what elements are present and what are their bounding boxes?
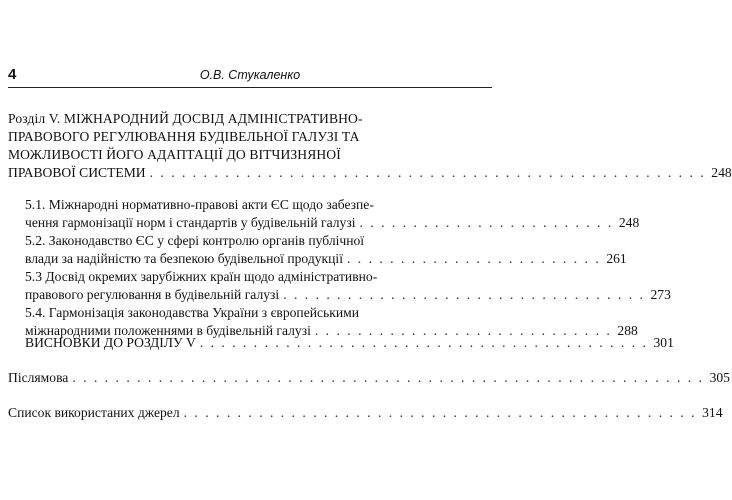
toc-entry-last-line bbox=[8, 404, 723, 422]
page-number: 4 bbox=[8, 66, 17, 83]
toc-entry-title-line: чення гармонізації норм і стандартів у будівельній галузі bbox=[25, 215, 356, 230]
toc-entry-title-line: 5.4. Гармонізація законодавства України з європейськими bbox=[25, 305, 359, 320]
dot-leader: . . . . . . . . . . . . . . . . . . . . . . . . . . . . . . . . . . . . . . . . . . . . . . . . . . . . bbox=[149, 165, 706, 180]
toc-entry-title-line: Список використаних джерел bbox=[8, 405, 180, 420]
toc-entry-title-line: ПРАВОВОГО РЕГУЛЮВАННЯ БУДІВЕЛЬНОЇ ГАЛУЗІ ТА bbox=[8, 129, 360, 144]
toc-entry-title-line: влади за надійністю та безпекою будівельної продукції bbox=[25, 251, 343, 266]
toc-page-number: 314 bbox=[702, 405, 723, 420]
toc-page-number: 305 bbox=[709, 370, 730, 385]
toc-entry-title-line: 5.3 Досвід окремих зарубіжних країн щодо адміністративно- bbox=[25, 269, 378, 284]
toc-entry-last-line bbox=[8, 164, 732, 182]
toc-entry-5-2 bbox=[25, 232, 627, 268]
toc-entry-last-line bbox=[25, 250, 627, 268]
dot-leader: . . . . . . . . . . . . . . . . . . . . . . . . bbox=[346, 251, 601, 266]
toc-entry-title-line: 5.2. Законодавство ЄС у сфері контролю органів публічної bbox=[25, 233, 365, 248]
toc-entry-title-line: Післямова bbox=[8, 370, 69, 385]
toc-entry-conclusions bbox=[25, 334, 674, 352]
toc-entry-title bbox=[8, 110, 492, 164]
dot-leader: . . . . . . . . . . . . . . . . . . . . . . . . bbox=[359, 215, 614, 230]
toc-entry-last-line bbox=[25, 334, 674, 352]
dot-leader: . . . . . . . . . . . . . . . . . . . . . . . . . . . . . . . . . . bbox=[283, 287, 645, 302]
toc-entry-references bbox=[8, 404, 723, 422]
toc-entry-last-line bbox=[25, 214, 640, 232]
toc-entry-afterword bbox=[8, 369, 730, 387]
toc-entry-5-3 bbox=[25, 268, 671, 304]
running-head-author: О.В. Стукаленко bbox=[199, 68, 301, 82]
toc-page-number: 301 bbox=[653, 335, 674, 350]
toc-page-number: 248 bbox=[711, 165, 732, 180]
toc-entry-title-line: ВИСНОВКИ ДО РОЗДІЛУ V bbox=[25, 335, 196, 350]
toc-entry-last-line bbox=[25, 286, 671, 304]
toc-entry-title-line: міжнародними положеннями в будівельній галузі bbox=[25, 323, 311, 338]
toc-entry-last-line bbox=[8, 369, 730, 387]
toc-page-number: 261 bbox=[606, 251, 627, 266]
toc-entry-title-line: ПРАВОВОЇ СИСТЕМИ bbox=[8, 165, 146, 180]
header-rule bbox=[8, 87, 492, 88]
toc-page-number: 273 bbox=[650, 287, 671, 302]
toc-entry-part-5 bbox=[8, 110, 732, 182]
toc-page-number: 248 bbox=[618, 215, 640, 230]
toc-entry-5-1 bbox=[25, 196, 640, 232]
dot-leader: . . . . . . . . . . . . . . . . . . . . . . . . . . . . bbox=[314, 323, 612, 338]
dot-leader: . . . . . . . . . . . . . . . . . . . . . . . . . . . . . . . . . . . . . . . . . . . . . . . . bbox=[183, 405, 697, 420]
toc-page-number: 288 bbox=[617, 323, 638, 338]
toc-entry-title-line: 5.1. Міжнародні нормативно-правові акти ЄС щодо забезпе- bbox=[25, 197, 374, 212]
toc-entry-title-line: Розділ V. МІЖНАРОДНИЙ ДОСВІД АДМІНІСТРАТИВНО- bbox=[8, 111, 363, 126]
page-header bbox=[8, 64, 492, 86]
dot-leader: . . . . . . . . . . . . . . . . . . . . . . . . . . . . . . . . . . . . . . . . . . bbox=[199, 335, 648, 350]
dot-leader: . . . . . . . . . . . . . . . . . . . . . . . . . . . . . . . . . . . . . . . . . . . . . . . . . . . . . . . . . . . bbox=[72, 370, 704, 385]
toc-entry-title-line: правового регулювання в будівельній галузі bbox=[25, 287, 280, 302]
toc-entry-title-line: МОЖЛИВОСТІ ЙОГО АДАПТАЦІЇ ДО ВІТЧИЗНЯНОЇ bbox=[8, 147, 341, 162]
